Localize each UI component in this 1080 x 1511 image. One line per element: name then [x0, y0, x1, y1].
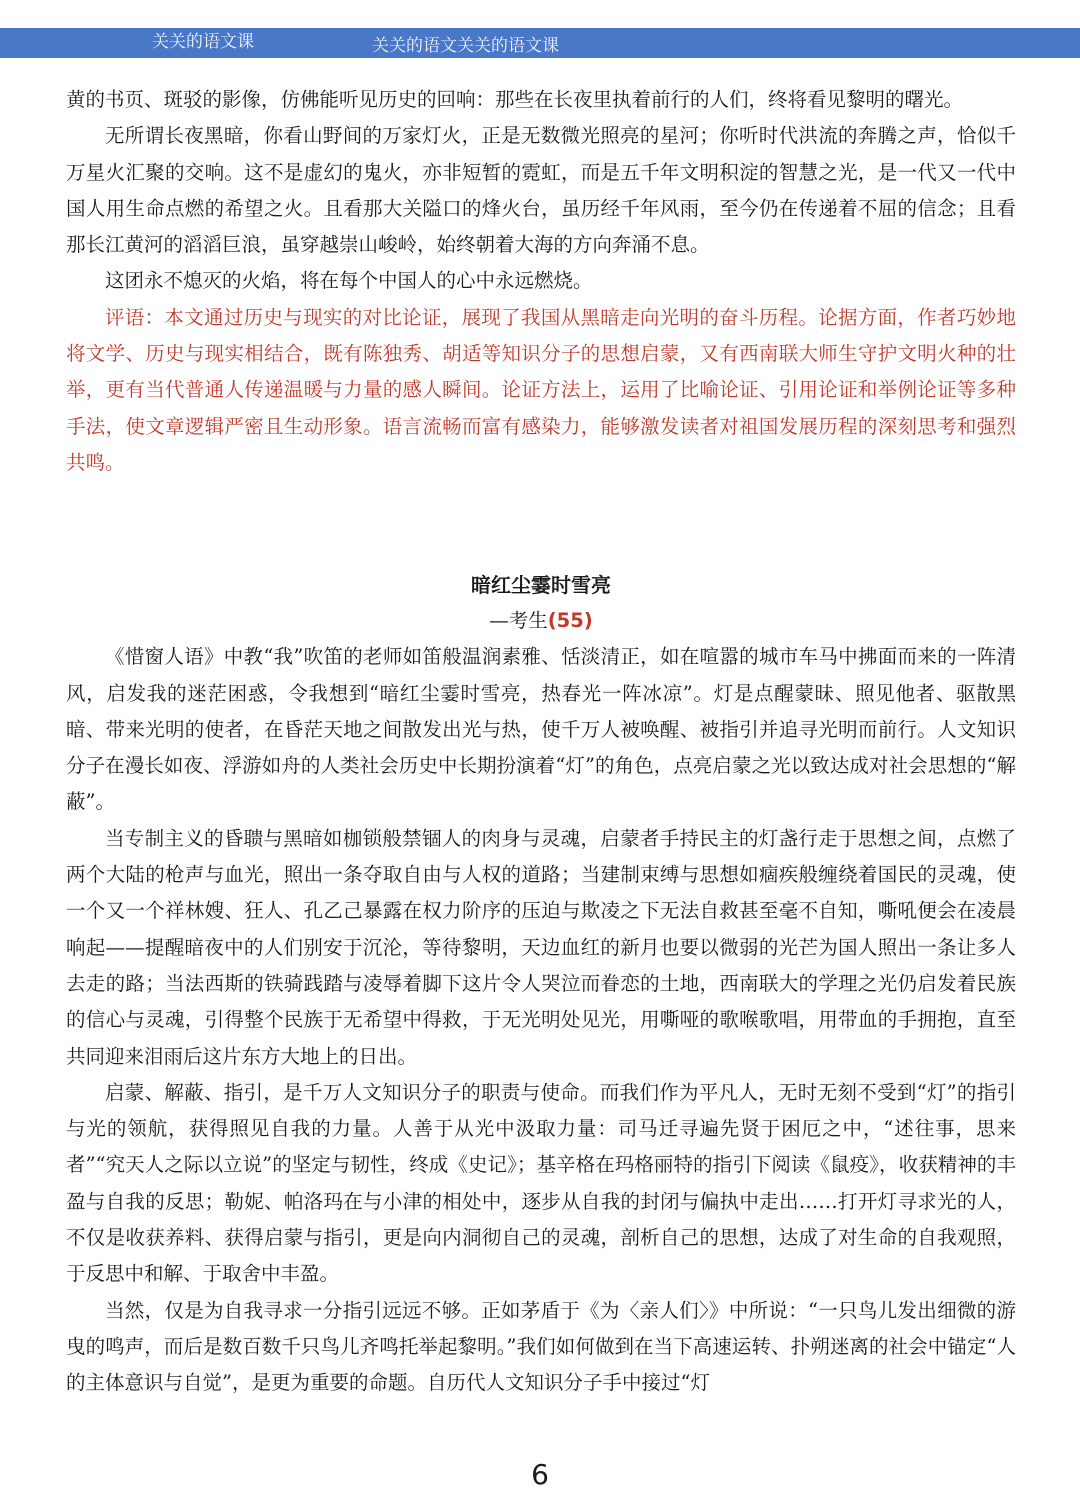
- essay-paragraph: 当专制主义的昏聩与黑暗如枷锁般禁锢人的肉身与灵魂，启蒙者手持民主的灯盏行走于思想之间，点燃了两个大陆的枪声与血光，照出一条夺取自由与人权的道路；当建制束缚与思想如痼疾般缠绕着国民的灵魂，使一个又一个祥林嫂、狂人、孔乙己暴露在权力阶序的压迫与欺凌之下无法自救甚至毫不自知，嘶吼便会在凌晨响起——提醒暗夜中的人们别安于沉沦，等待黎明，天边血红的新月也要以微弱的光芒为国人照出一条让多人去走的路；当法西斯的铁骑践踏与凌辱着脚下这片令人哭泣而眷恋的土地，西南联大的学理之光仍启发着民族的信心与灵魂，引得整个民族于无希望中得救，于无光明处见光，用嘶哑的歌喉歌唱，用带血的手拥抱，直至共同迎来泪雨后这片东方大地上的日出。: [66, 826, 1016, 1068]
- essay-byline: [66, 603, 1016, 639]
- page-number: 6: [531, 1458, 549, 1491]
- essay-paragraph: 《惜窗人语》中教“我”吹笛的老师如笛般温润素雅、恬淡清正，如在喧嚣的城市车马中拂面而来的一阵清风，启发我的迷茫困惑，令我想到“暗红尘霎时雪亮，热春光一阵冰凉”。灯是点醒蒙昧、照见他者、驱散黑暗、带来光明的使者，在昏茫天地之间散发出光与热，使千万人被唤醒、被指引并追寻光明而前行。人文知识分子在漫长如夜、浮游如舟的人类社会历史中长期扮演着“灯”的角色，点亮启蒙之光以致达成对社会思想的“解蔽”。: [66, 645, 1016, 814]
- prev-essay-paragraph: 无所谓长夜黑暗，你看山野间的万家灯火，正是无数微光照亮的星河；你听时代洪流的奔腾之声，恰似千万星火汇聚的交响。这不是虚幻的鬼火，亦非短暂的霓虹，而是五千年文明积淀的智慧之光，是一代又一代中国人用生命点燃的希望之火。且看那大关隘口的烽火台，虽历经千年风雨，至今仍在传递着不屈的信念；且看那长江黄河的滔滔巨浪，虽穿越崇山峻岭，始终朝着大海的方向奔涌不息。: [66, 124, 1016, 257]
- essay-paragraph: 启蒙、解蔽、指引，是千万人文知识分子的职责与使命。而我们作为平凡人，无时无刻不受到“灯”的指引与光的领航，获得照见自我的力量。人善于从光中汲取力量：司马迁寻遍先贤于困厄之中，“述往事，思来者”“究天人之际以立说”的坚定与韧性，终成《史记》；基辛格在玛格丽特的指引下阅读《鼠疫》，收获精神的丰盈与自我的反思；勒妮、帕洛玛在与小津的相处中，逐步从自我的封闭与偏执中走出……打开灯寻求光的人，不仅是收获养料、获得启蒙与指引，更是向内洞彻自己的灵魂，剖析自己的思想，达成了对生命的自我观照，于反思中和解、于取舍中丰盈。: [66, 1080, 1016, 1286]
- teacher-comment: 评语：本文通过历史与现实的对比论证，展现了我国从黑暗走向光明的奋斗历程。论据方面，作者巧妙地将文学、历史与现实相结合，既有陈独秀、胡适等知识分子的思想启蒙，又有西南联大师生守护文明火种的壮举，更有当代普通人传递温暖与力量的感人瞬间。论证方法上，运用了比喻论证、引用论证和举例论证等多种手法，使文章逻辑严密且生动形象。语言流畅而富有感染力，能够激发读者对祖国发展历程的深刻思考和强烈共鸣。: [66, 305, 1016, 474]
- page-content: [66, 82, 1016, 1402]
- prev-essay-paragraph: 黄的书页、斑驳的影像，仿佛能听见历史的回响：那些在长夜里执着前行的人们，终将看见黎明的曙光。: [66, 88, 964, 111]
- section-gap: [66, 481, 1016, 567]
- header-watermark-right: 关关的语文关关的语文课: [372, 36, 559, 56]
- essay-title: 暗红尘霎时雪亮: [471, 573, 611, 598]
- byline-author: —考生: [489, 609, 548, 633]
- essay-score: (55): [547, 609, 593, 633]
- prev-essay-paragraph: 这团永不熄灭的火焰，将在每个中国人的心中永远燃烧。: [105, 269, 593, 293]
- header-bar: [0, 28, 1080, 58]
- header-watermark-left: 关关的语文课: [152, 32, 254, 52]
- essay-paragraph: 当然，仅是为自我寻求一分指引远远不够。正如茅盾于《为〈亲人们〉》中所说：“一只鸟儿发出细微的游曳的鸣声，而后是数百数千只鸟儿齐鸣托举起黎明。”我们如何做到在当下高速运转、扑朔迷离的社会中锚定“人的主体意识与自觉”，是更为重要的命题。自历代人文知识分子手中接过“灯: [66, 1298, 1016, 1395]
